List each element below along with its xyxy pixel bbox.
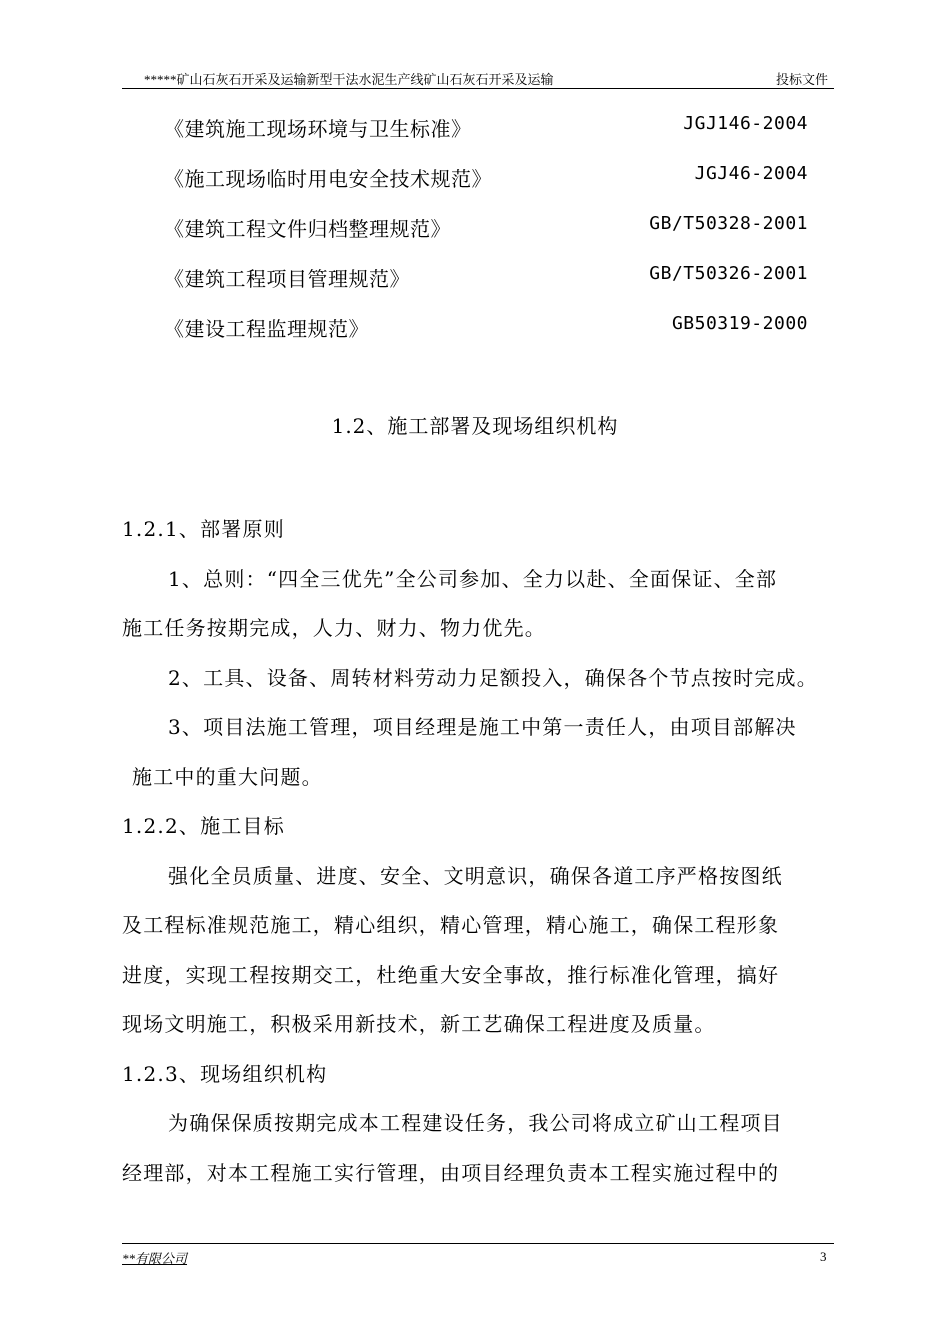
standard-code: JGJ46-2004 — [694, 163, 808, 184]
standard-title: 《建筑工程项目管理规范》 — [164, 267, 410, 291]
paragraph-line: 现场文明施工，积极采用新技术，新工艺确保工程进度及质量。 — [122, 1012, 716, 1036]
standard-code: GB/T50326-2001 — [649, 263, 808, 284]
paragraph-line: 进度，实现工程按期交工，杜绝重大安全事故，推行标准化管理，搞好 — [122, 963, 780, 987]
page-header — [122, 66, 834, 88]
standard-title: 《施工现场临时用电安全技术规范》 — [164, 167, 492, 191]
header-doc-type: 投标文件 — [775, 72, 828, 87]
standard-title: 《建设工程监理规范》 — [164, 317, 369, 341]
paragraph-line: 1、总则：“四全三优先”全公司参加、全力以赴、全面保证、全部 — [168, 567, 778, 591]
standard-row — [164, 213, 808, 245]
subsection-heading: 1.2.2、施工目标 — [122, 814, 285, 838]
standard-title: 《建筑施工现场环境与卫生标准》 — [164, 117, 472, 141]
section-heading: 1.2、施工部署及现场组织机构 — [331, 414, 619, 438]
standard-row — [164, 113, 808, 145]
paragraph-line: 强化全员质量、进度、安全、文明意识，确保各道工序严格按图纸 — [168, 864, 783, 888]
standard-row — [164, 163, 808, 195]
header-rule — [122, 88, 834, 89]
page-number: 3 — [820, 1249, 827, 1264]
standard-code: GB50319-2000 — [671, 313, 808, 334]
paragraph-line: 及工程标准规范施工，精心组织，精心管理，精心施工，确保工程形象 — [122, 913, 780, 937]
standard-row — [164, 313, 808, 345]
standard-title: 《建筑工程文件归档整理规范》 — [164, 217, 451, 241]
header-project-title: *****矿山石灰石开采及运输新型干法水泥生产线矿山石灰石开采及运输 — [144, 72, 554, 87]
standard-row — [164, 263, 808, 295]
paragraph-line: 施工中的重大问题。 — [132, 765, 323, 789]
footer-company: **有限公司 — [122, 1251, 188, 1266]
footer-rule — [122, 1243, 834, 1244]
subsection-heading: 1.2.1、部署原则 — [122, 517, 285, 541]
paragraph-line: 经理部，对本工程施工实行管理，由项目经理负责本工程实施过程中的 — [122, 1161, 780, 1185]
standard-code: JGJ146-2004 — [683, 113, 808, 134]
paragraph-line: 2、工具、设备、周转材料劳动力足额投入，确保各个节点按时完成。 — [168, 666, 818, 690]
paragraph-line: 3、项目法施工管理，项目经理是施工中第一责任人，由项目部解决 — [168, 715, 797, 739]
paragraph-line: 施工任务按期完成，人力、财力、物力优先。 — [122, 616, 546, 640]
standard-code: GB/T50328-2001 — [649, 213, 808, 234]
paragraph-line: 为确保保质按期完成本工程建设任务，我公司将成立矿山工程项目 — [168, 1111, 783, 1135]
subsection-heading: 1.2.3、现场组织机构 — [122, 1062, 328, 1086]
